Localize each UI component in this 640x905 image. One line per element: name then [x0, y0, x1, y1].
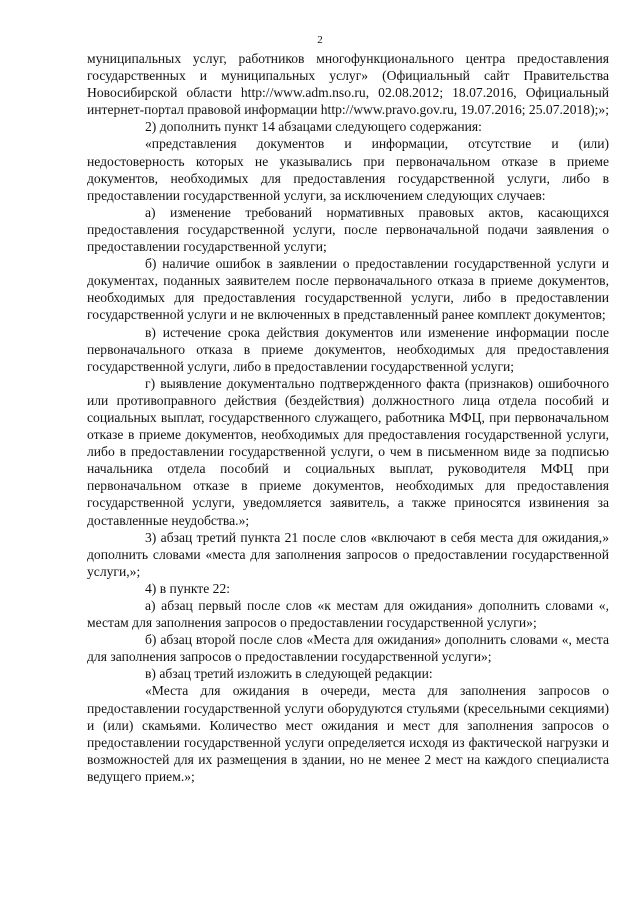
paragraph-item-3: 3) абзац третий пункта 21 после слов «включают в себя места для ожидания,» дополнить словами «места для заполнения запросов о предоставлении государственной услуги,»; [87, 529, 609, 579]
paragraph-item-4-v: в) абзац третий изложить в следующей редакции: [145, 666, 433, 682]
paragraph-quote-start: «представления документов и информации, отсутствие и (или) недостоверность которых не указывались при первоначальном отказе в приеме документов, необходимых для предоставления государственной услуги, либо в предоставлении государственной услуги, за исключением следующих случаев: [87, 136, 609, 203]
paragraph-item-2: 2) дополнить пункт 14 абзацами следующего содержания: [145, 119, 482, 135]
page-number: 2 [317, 34, 323, 46]
paragraph-item-4: 4) в пункте 22: [145, 580, 231, 596]
paragraph-item-4-a: а) абзац первый после слов «к местам для ожидания» дополнить словами «, местам для заполнения запросов о предоставлении государственной услуги»; [87, 598, 609, 631]
paragraph-continuation: муниципальных услуг, работников многофункционального центра предоставления государственных и муниципальных услуг» (Официальный сайт Правительства Новосибирской области http://www.adm.nso.ru, 02.08.2012; 18.07.2016, Официальный интернет-портал правовой информации http://www.pravo.gov.ru, 19.07.2016; 25.07.2018);»; [87, 51, 609, 118]
paragraph-subitem-v: в) истечение срока действия документов или изменение информации после первоначального отказа в приеме документов, необходимых для предоставления государственной услуги, либо в предоставлении государственной услуги; [87, 324, 609, 374]
paragraph-subitem-a: а) изменение требований нормативных правовых актов, касающихся предоставления государственной услуги, после первоначальной подачи заявления о предоставлении государственной услуги; [87, 204, 609, 255]
document-body [87, 50, 609, 785]
paragraph-new-wording: «Места для ожидания в очереди, места для заполнения запросов о предоставлении государственной услуги оборудуются стульями (кресельными секциями) и (или) скамьями. Количество мест ожидания и мест для заполнения запросов о предоставлении государственной услуги определяется исходя из фактической нагрузки и возможностей для их размещения в здании, но не менее 2 мест на каждого специалиста ведущего прием.»; [87, 683, 609, 784]
paragraph-subitem-g: г) выявление документально подтвержденного факта (признаков) ошибочного или противоправного действия (бездействия) должностного лица отдела пособий и социальных выплат, государственного служащего, работника МФЦ, при первоначальном отказе в приеме документов, необходимых для предоставления государственной услуги, либо в предоставлении государственной услуги, о чем в письменном виде за подписью начальника отдела пособий и социальных выплат, руководителя МФЦ при первоначальном отказе в приеме документов, необходимых для предоставления государственной услуги, уведомляется заявитель, а также приносятся извинения за доставленные неудобства.»; [87, 375, 609, 528]
paragraph-subitem-b: б) наличие ошибок в заявлении о предоставлении государственной услуги и документах, поданных заявителем после первоначального отказа в приеме документов, необходимых для предоставления государственной услуги, либо в предоставлении государственной услуги и не включенных в представленный ранее комплект документов; [87, 256, 609, 323]
paragraph-item-4-b: б) абзац второй после слов «Места для ожидания» дополнить словами «, места для заполнения запросов о предоставлении государственной услуги»; [87, 632, 609, 665]
